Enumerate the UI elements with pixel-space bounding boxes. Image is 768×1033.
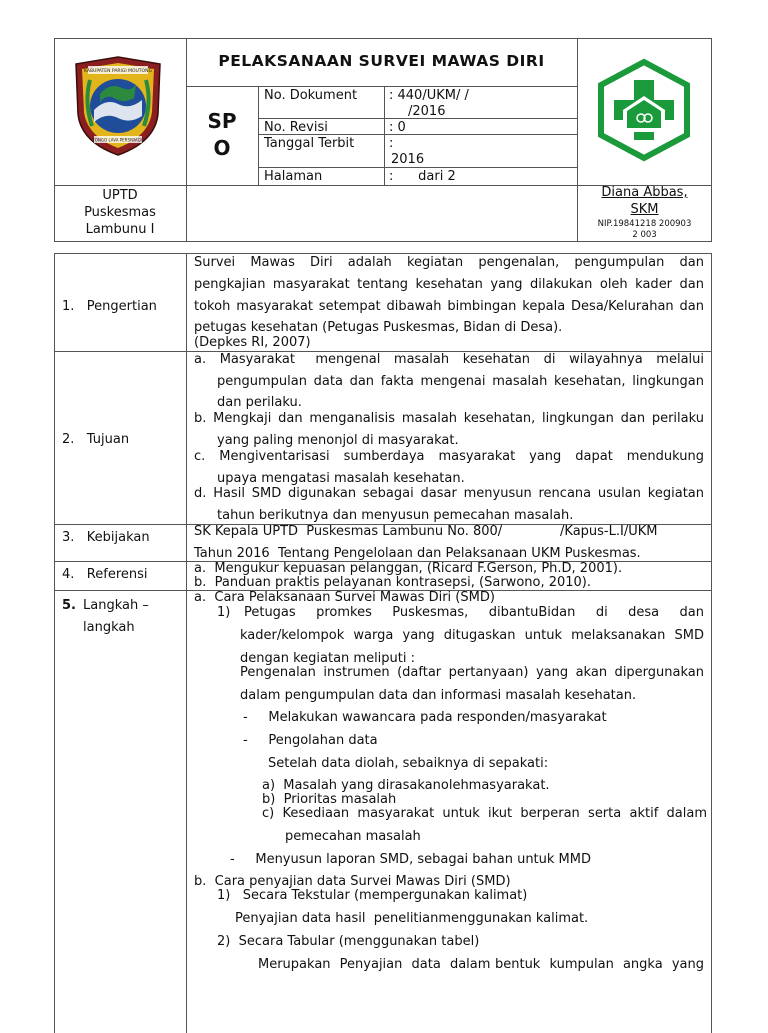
section-label-langkah-2: langkah: [83, 620, 135, 635]
s5-line-14: - Menyusun laporan SMD, sebagai bahan untuk MMD: [230, 852, 591, 867]
signer-nip-1: NIP.19841218 200903: [597, 219, 692, 229]
s1-line-3: tokoh masyarakat setempat dibawah bimbingan kepala Desa/Kelurahan dan: [194, 299, 704, 314]
s5-line-7: - Melakukan wawancara pada responden/masyarakat: [243, 710, 607, 725]
doc-number-value: : 440/UKM/ /: [389, 88, 469, 103]
spo-line-1: SP: [207, 109, 237, 133]
s5-line-17: Penyajian data hasil penelitianmenggunakan kalimat.: [235, 911, 589, 926]
logo-text-top: KABUPATEN PARIGI MOUTONG: [84, 69, 152, 74]
s5-line-13: pemecahan masalah: [285, 829, 421, 844]
s4-line-1: a. Mengukur kepuasan pelanggan, (Ricard F.Gerson, Ph.D, 2001).: [194, 561, 623, 576]
s3-line-1: SK Kepala UPTD Puskesmas Lambunu No. 800/ /Kapus-L.I/UKM: [194, 524, 658, 539]
s5-line-1: a. Cara Pelaksanaan Survei Mawas Diri (SMD): [194, 590, 495, 605]
signer-name-1: Diana Abbas,: [601, 185, 688, 200]
issue-date-value: :: [389, 136, 394, 151]
s5-line-16: 1) Secara Tekstular (mempergunakan kalimat): [217, 888, 528, 903]
s1-line-2: pengkajian masyarakat tentang kesehatan yang dilakukan oleh kader dan: [194, 277, 704, 292]
s5-line-5: Pengenalan instrumen (daftar pertanyaan) yang akan dipergunakan: [240, 665, 704, 680]
section-label-langkah-1: Langkah –: [83, 598, 149, 613]
header-divider: [258, 167, 577, 168]
doc-number-value-2: /2016: [408, 104, 446, 119]
page-value: : dari 2: [389, 169, 456, 184]
signer-name-2: SKM: [630, 202, 659, 217]
s5-line-8: - Pengolahan data: [243, 733, 378, 748]
section-label-referensi: 4. Referensi: [62, 567, 148, 582]
document-title: PELAKSANAAN SURVEI MAWAS DIRI: [218, 52, 545, 70]
s5-line-3: kader/kelompok warga yang ditugaskan untuk melaksanakan SMD: [240, 628, 704, 643]
signer-nip-2: 2 003: [632, 230, 657, 240]
unit-line-2: Puskesmas: [84, 205, 156, 220]
logo-text-bottom: TONGO LAVA PERSIWAQU: [92, 137, 144, 143]
s2-line-2: pengumpulan data dan fakta mengenai masalah kesehatan, lingkungan: [217, 374, 704, 389]
s1-line-4: petugas kesehatan (Petugas Puskesmas, Bidan di Desa).: [194, 320, 563, 335]
section-label-tujuan: 2. Tujuan: [62, 432, 130, 447]
section-label-kebijakan: 3. Kebijakan: [62, 530, 150, 545]
content-divider: [186, 253, 187, 1033]
unit-name: [54, 187, 186, 238]
s5-line-19: Merupakan Penyajian data dalam bentuk kumpulan angka yang: [258, 957, 704, 972]
s2-line-7: upaya mengatasi masalah kesehatan.: [217, 471, 465, 486]
kabupaten-logo: [70, 54, 166, 158]
s2-line-4: b. Mengkaji dan menganalisis masalah kesehatan, lingkungan dan perilaku: [194, 411, 704, 426]
s5-line-4: dengan kegiatan meliputi :: [240, 651, 416, 666]
s2-line-5: yang paling menonjol di masyarakat.: [217, 433, 459, 448]
revision-label: No. Revisi: [264, 120, 328, 135]
s2-line-3: dan perilaku.: [217, 395, 302, 410]
spo-label: [186, 108, 258, 162]
section-label-pengertian: 1. Pengertian: [62, 299, 157, 314]
s2-line-1: a. Masyarakat mengenal masalah kesehatan di wilayahnya melalui: [194, 352, 704, 367]
s1-line-5: (Depkes RI, 2007): [194, 335, 311, 350]
signer-block: [577, 184, 712, 241]
page-label: Halaman: [264, 169, 323, 184]
s5-line-2: 1) Petugas promkes Puskesmas, dibantuBidan di desa dan: [217, 605, 704, 620]
header-divider: [384, 86, 385, 185]
s5-line-15: b. Cara penyajian data Survei Mawas Diri (SMD): [194, 874, 511, 889]
s5-line-9: Setelah data diolah, sebaiknya di sepakati:: [268, 756, 549, 771]
doc-number-label: No. Dokument: [264, 88, 358, 103]
section-number-5: 5.: [62, 598, 76, 613]
s5-line-12: c) Kesediaan masyarakat untuk ikut berperan serta aktif dalam: [262, 806, 707, 821]
puskesmas-logo: [595, 58, 693, 162]
s5-line-10: a) Masalah yang dirasakanolehmasyarakat.: [262, 778, 550, 793]
s2-line-9: tahun berikutnya dan menyusun pemecahan masalah.: [217, 508, 574, 523]
revision-value: : 0: [389, 120, 406, 135]
s5-line-18: 2) Secara Tabular (menggunakan tabel): [217, 934, 480, 949]
s2-line-6: c. Mengiventarisasi sumberdaya masyarakat yang dapat mendukung: [194, 449, 704, 464]
s2-line-8: d. Hasil SMD digunakan sebagai dasar menyusun rencana usulan kegiatan: [194, 486, 704, 501]
unit-line-3: Lambunu I: [85, 222, 155, 237]
issue-date-label: Tanggal Terbit: [264, 136, 355, 151]
s5-line-6: dalam pengumpulan data dan informasi masalah kesehatan.: [240, 688, 637, 703]
spo-line-2: O: [213, 136, 231, 160]
unit-line-1: UPTD: [102, 188, 138, 203]
issue-date-value-2: 2016: [391, 152, 425, 167]
header-divider: [186, 86, 577, 87]
s3-line-2: Tahun 2016 Tentang Pengelolaan dan Pelaksanaan UKM Puskesmas.: [194, 546, 641, 561]
s1-line-1: Survei Mawas Diri adalah kegiatan pengenalan, pengumpulan dan: [194, 255, 704, 270]
s4-line-2: b. Panduan praktis pelayanan kontrasepsi, (Sarwono, 2010).: [194, 575, 592, 590]
header-divider: [258, 86, 259, 185]
s5-line-11: b) Prioritas masalah: [262, 792, 397, 807]
